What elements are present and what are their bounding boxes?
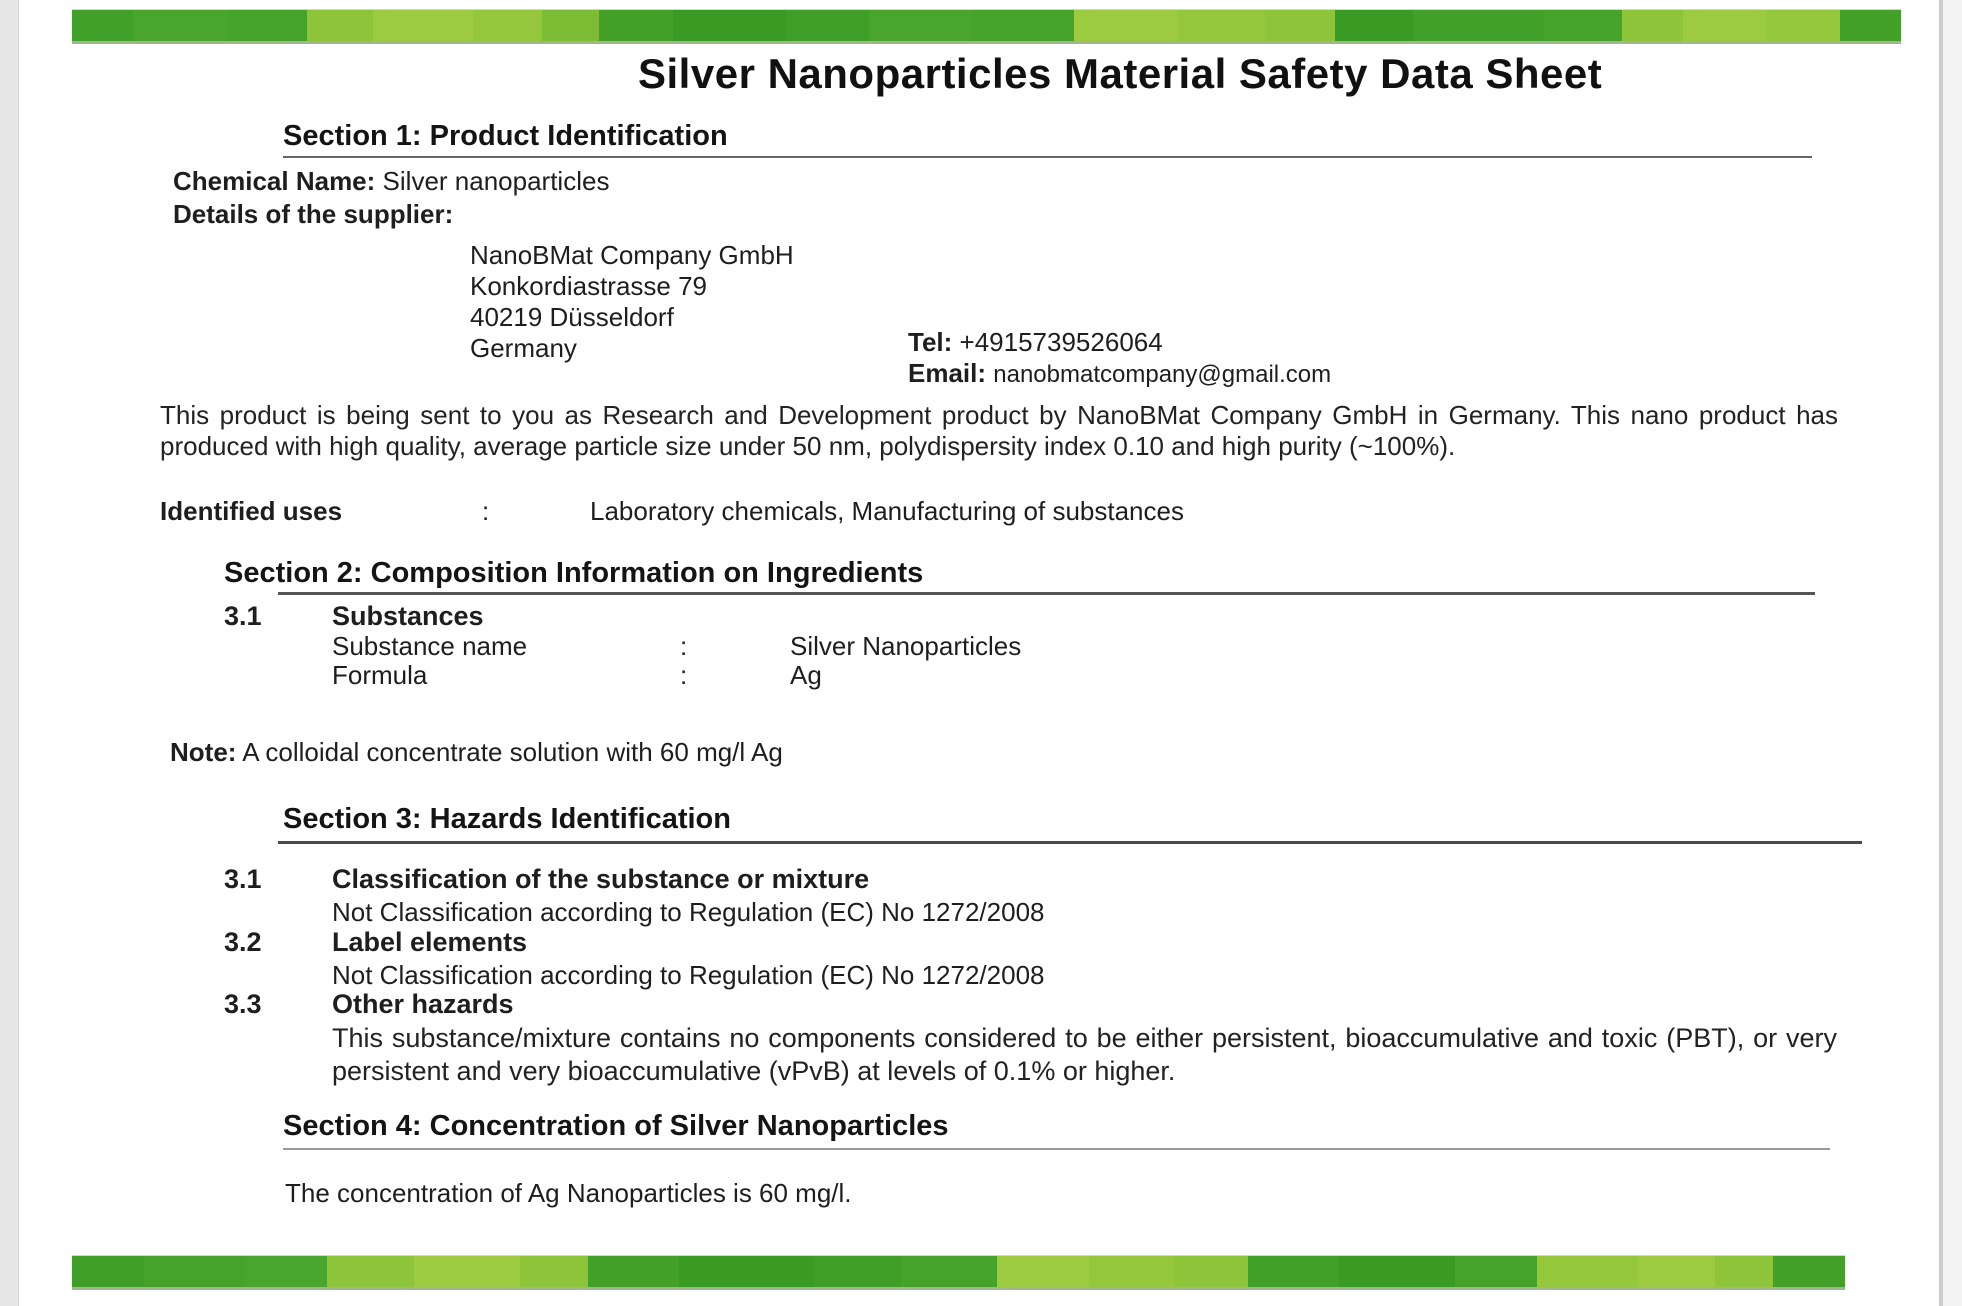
section2-rule bbox=[278, 592, 1815, 595]
document-title: Silver Nanoparticles Material Safety Data Sheet bbox=[638, 50, 1603, 97]
accent-bar-segment bbox=[229, 10, 307, 41]
accent-bar-segment bbox=[1840, 10, 1901, 41]
chemical-name-label: Chemical Name: bbox=[173, 166, 376, 196]
accent-bar-segment bbox=[588, 1256, 680, 1287]
accent-bar-segment bbox=[373, 10, 473, 41]
accent-bar-segment bbox=[307, 10, 372, 41]
substance-name-separator: : bbox=[680, 631, 688, 661]
substance-name-row bbox=[332, 631, 1021, 662]
identified-uses-label: Identified uses bbox=[160, 496, 343, 526]
accent-bar-segment bbox=[869, 10, 974, 41]
hazard-item-3-2-body: Not Classification according to Regulation (EC) No 1272/2008 bbox=[332, 960, 1045, 990]
chemical-name-line bbox=[173, 166, 609, 197]
section1-heading: Section 1: Product Identification bbox=[283, 120, 728, 152]
accent-bar-segment bbox=[1622, 10, 1683, 41]
accent-bar-segment bbox=[599, 10, 673, 41]
email-value: nanobmatcompany@gmail.com bbox=[993, 361, 1332, 388]
section2-subheading-row bbox=[224, 601, 484, 632]
top-accent-bar bbox=[72, 9, 1901, 44]
accent-bar-segment bbox=[1683, 10, 1766, 41]
accent-bar-segment bbox=[1248, 1256, 1340, 1287]
accent-bar-segment bbox=[1265, 10, 1335, 41]
accent-bar-segment bbox=[673, 10, 786, 41]
accent-bar-segment bbox=[1544, 10, 1622, 41]
section2-sub-title: Substances bbox=[332, 601, 484, 631]
accent-bar-segment bbox=[1413, 10, 1544, 41]
tel-value: +4915739526064 bbox=[959, 327, 1163, 357]
page-left-edge bbox=[0, 0, 19, 1306]
formula-row bbox=[332, 660, 822, 691]
supplier-address-block bbox=[470, 240, 794, 364]
accent-bar-segment bbox=[72, 10, 133, 41]
hazard-item-3-3-heading bbox=[224, 989, 514, 1020]
identified-uses-value: Laboratory chemicals, Manufacturing of substances bbox=[590, 496, 1184, 526]
substance-name-label: Substance name bbox=[332, 631, 528, 661]
hazard-item-number: 3.1 bbox=[224, 864, 262, 894]
accent-bar-segment bbox=[473, 10, 543, 41]
accent-bar-segment bbox=[1766, 10, 1840, 41]
supplier-address-line: Konkordiastrasse 79 bbox=[470, 271, 708, 301]
accent-bar-segment bbox=[327, 1256, 414, 1287]
section3-rule bbox=[278, 841, 1862, 844]
note-label: Note: bbox=[170, 737, 237, 767]
concentration-statement: The concentration of Ag Nanoparticles is 60 mg/l. bbox=[285, 1178, 852, 1208]
accent-bar-segment bbox=[973, 10, 1073, 41]
section4-rule bbox=[283, 1148, 1830, 1150]
identified-uses-separator: : bbox=[482, 496, 490, 526]
accent-bar-segment bbox=[133, 10, 229, 41]
accent-bar-segment bbox=[997, 1256, 1089, 1287]
tel-label: Tel: bbox=[908, 327, 953, 357]
formula-value: Ag bbox=[790, 660, 822, 690]
supplier-address-line: NanoBMat Company GmbH bbox=[470, 240, 794, 270]
accent-bar-segment bbox=[72, 1256, 144, 1287]
accent-bar-segment bbox=[1773, 1256, 1845, 1287]
supplier-address-line: Germany bbox=[470, 333, 577, 363]
note-value: A colloidal concentrate solution with 60 mg/l Ag bbox=[242, 737, 783, 767]
page-right-margin bbox=[1943, 0, 1962, 1306]
product-description-paragraph: This product is being sent to you as Research and Development product by NanoBMat Company GmbH in Germany. This nano product has produced with high quality, average particle size under 50 nm, polydispersity index 0.10 and high purity (~100%). bbox=[160, 400, 1838, 461]
hazard-item-title: Classification of the substance or mixture bbox=[332, 864, 870, 894]
section2-heading: Section 2: Composition Information on Ingredients bbox=[224, 557, 924, 589]
email-line bbox=[908, 358, 1331, 389]
accent-bar-segment bbox=[1178, 10, 1265, 41]
accent-bar-segment bbox=[1335, 10, 1413, 41]
accent-bar-segment bbox=[1715, 1256, 1773, 1287]
supplier-label: Details of the supplier: bbox=[173, 199, 454, 229]
identified-uses-row bbox=[160, 496, 1184, 527]
accent-bar-segment bbox=[1455, 1256, 1537, 1287]
hazard-item-title: Other hazards bbox=[332, 989, 514, 1019]
section2-sub-number: 3.1 bbox=[224, 601, 262, 631]
section4-heading: Section 4: Concentration of Silver Nanoparticles bbox=[283, 1110, 949, 1142]
chemical-name-value: Silver nanoparticles bbox=[382, 166, 610, 196]
bottom-accent-bar bbox=[72, 1255, 1845, 1290]
formula-separator: : bbox=[680, 660, 688, 690]
substance-name-value: Silver Nanoparticles bbox=[790, 631, 1022, 661]
accent-bar-segment bbox=[1537, 1256, 1638, 1287]
accent-bar-segment bbox=[1175, 1256, 1247, 1287]
section1-rule bbox=[283, 156, 1812, 158]
accent-bar-segment bbox=[679, 1256, 814, 1287]
accent-bar-segment bbox=[901, 1256, 997, 1287]
supplier-address-line: 40219 Düsseldorf bbox=[470, 302, 674, 332]
note-line bbox=[170, 737, 783, 768]
accent-bar-segment bbox=[520, 1256, 587, 1287]
hazard-item-3-2-heading bbox=[224, 927, 527, 958]
email-label: Email: bbox=[908, 358, 987, 388]
accent-bar-segment bbox=[245, 1256, 327, 1287]
accent-bar-segment bbox=[1089, 1256, 1176, 1287]
hazard-item-number: 3.3 bbox=[224, 989, 262, 1019]
formula-label: Formula bbox=[332, 660, 428, 690]
accent-bar-segment bbox=[1638, 1256, 1715, 1287]
section3-heading: Section 3: Hazards Identification bbox=[283, 803, 731, 835]
accent-bar-segment bbox=[1074, 10, 1179, 41]
accent-bar-segment bbox=[542, 10, 599, 41]
accent-bar-segment bbox=[786, 10, 869, 41]
hazard-item-title: Label elements bbox=[332, 927, 528, 957]
accent-bar-segment bbox=[814, 1256, 901, 1287]
accent-bar-segment bbox=[144, 1256, 245, 1287]
hazard-item-3-1-heading bbox=[224, 864, 869, 895]
tel-line bbox=[908, 327, 1163, 358]
accent-bar-segment bbox=[414, 1256, 520, 1287]
hazard-item-number: 3.2 bbox=[224, 927, 262, 957]
accent-bar-segment bbox=[1339, 1256, 1455, 1287]
hazard-item-3-1-body: Not Classification according to Regulation (EC) No 1272/2008 bbox=[332, 897, 1045, 927]
hazard-item-3-3-body: This substance/mixture contains no components considered to be either persistent, bioaccumulative and toxic (PBT), or very persistent and very bioaccumulative (vPvB) at levels of 0.1% or higher. bbox=[332, 1023, 1837, 1086]
